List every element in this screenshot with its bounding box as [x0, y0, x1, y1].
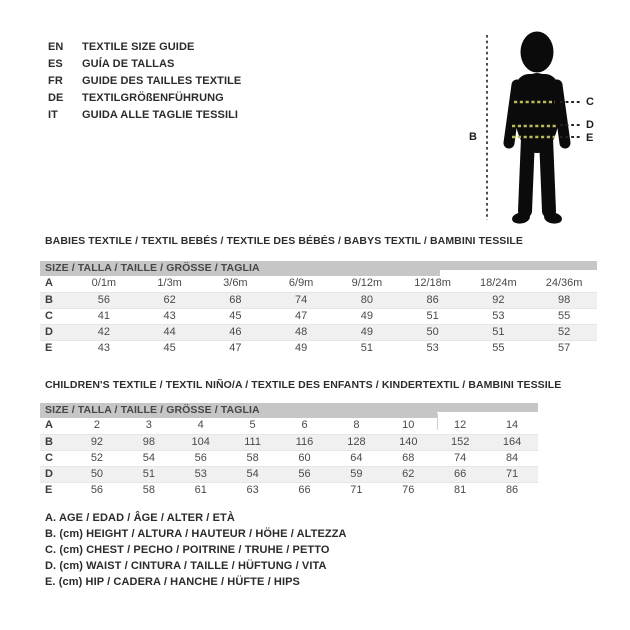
language-code: ES: [48, 58, 63, 70]
scan-artifact: [437, 412, 538, 418]
cell: 47: [295, 310, 308, 322]
cell: 51: [142, 468, 155, 480]
cell: 98: [142, 436, 155, 448]
row-label: E: [45, 484, 53, 496]
cell: 4: [197, 419, 204, 431]
cell: 71: [505, 468, 519, 480]
table-row: [40, 466, 538, 482]
language-title: TEXTILGRÖßENFÜHRUNG: [82, 92, 224, 104]
language-list: [48, 39, 241, 124]
cell: 76: [402, 484, 415, 496]
children-size-header: SIZE / TALLA / TAILLE / GRÖSSE / TAGLIA: [40, 403, 538, 418]
cell: 47: [229, 342, 242, 354]
cell: 45: [229, 310, 242, 322]
table-row: [40, 324, 597, 340]
cell: 51: [426, 310, 439, 322]
cell: 128: [347, 436, 366, 448]
scan-artifact: [440, 270, 597, 276]
cell: 52: [558, 326, 571, 338]
cell: 45: [163, 342, 176, 354]
babies-section-title: BABIES TEXTILE / TEXTIL BEBÉS / TEXTILE DES BÉBÉS / BABYS TEXTIL / BAMBINI TESSILE: [45, 235, 524, 247]
legend-waist: D. (cm) WAIST / CINTURA / TAILLE / HÜFTUNG / VITA: [45, 560, 327, 572]
cell: 54: [246, 468, 259, 480]
row-label: E: [45, 342, 53, 354]
cell: 59: [350, 468, 363, 480]
row-label: C: [45, 310, 53, 322]
cell: 58: [246, 452, 259, 464]
cell: 56: [90, 484, 104, 496]
legend-age: A. AGE / EDAD / ÂGE / ALTER / ETÀ: [45, 512, 235, 524]
cell: 66: [454, 468, 467, 480]
cell: 62: [402, 468, 415, 480]
cell: 51: [360, 342, 373, 354]
cell: 74: [295, 294, 308, 306]
cell: 56: [194, 452, 207, 464]
children-section-title: CHILDREN'S TEXTILE / TEXTIL NIÑO/A / TEXTILE DES ENFANTS / KINDERTEXTIL / BAMBINI TESSILE: [45, 379, 562, 391]
legend-chest: C. (cm) CHEST / PECHO / POITRINE / TRUHE / PETTO: [45, 544, 330, 556]
cell: 49: [360, 310, 373, 322]
chest-label: C: [586, 96, 594, 108]
row-label: C: [45, 452, 53, 464]
cell: 55: [558, 310, 571, 322]
row-label: A: [45, 277, 53, 289]
table-row: [40, 418, 538, 434]
table-row: [40, 482, 538, 498]
cell: 63: [246, 484, 259, 496]
cell: 53: [194, 468, 207, 480]
cell: 49: [295, 342, 308, 354]
cell: 10: [402, 419, 415, 431]
cell: 84: [505, 452, 519, 464]
language-row: [48, 107, 241, 124]
cell: 3: [145, 419, 152, 431]
cell: 12: [454, 419, 467, 431]
cell: 98: [558, 294, 571, 306]
table-row: [40, 434, 538, 450]
language-row: [48, 90, 241, 107]
language-title: GUIDE DES TAILLES TEXTILE: [82, 75, 242, 87]
cell: 61: [194, 484, 207, 496]
table-row: [40, 450, 538, 466]
row-label: D: [45, 468, 53, 480]
scan-artifact-line: [437, 413, 438, 430]
cell: 111: [244, 436, 261, 448]
waist-label: D: [586, 119, 594, 131]
cell: 68: [229, 294, 242, 306]
language-code: IT: [48, 109, 58, 121]
cell: 53: [426, 342, 439, 354]
cell: 71: [350, 484, 363, 496]
cell: 42: [97, 326, 110, 338]
language-row: [48, 39, 241, 56]
cell: 41: [97, 310, 110, 322]
cell: 44: [163, 326, 176, 338]
language-title: TEXTILE SIZE GUIDE: [82, 41, 195, 53]
cell: 92: [90, 436, 104, 448]
cell: 14: [505, 419, 519, 431]
cell: 48: [295, 326, 308, 338]
language-row: [48, 73, 241, 90]
cell: 2: [93, 419, 100, 431]
cell: 81: [454, 484, 467, 496]
babies-size-header: SIZE / TALLA / TAILLE / GRÖSSE / TAGLIA: [40, 261, 597, 276]
cell: 6: [301, 419, 308, 431]
cell: 52: [90, 452, 104, 464]
cell: 92: [492, 294, 505, 306]
table-row: [40, 340, 597, 356]
cell: 57: [558, 342, 571, 354]
language-row: [48, 56, 241, 73]
legend-hip: E. (cm) HIP / CADERA / HANCHE / HÜFTE / HIPS: [45, 576, 300, 588]
cell: 64: [350, 452, 363, 464]
language-code: DE: [48, 92, 64, 104]
legend-height: B. (cm) HEIGHT / ALTURA / HAUTEUR / HÖHE / ALTEZZA: [45, 528, 347, 540]
cell: 86: [426, 294, 439, 306]
row-label: A: [45, 419, 53, 431]
cell: 3/6m: [223, 277, 248, 289]
cell: 43: [97, 342, 110, 354]
cell: 18/24m: [480, 277, 517, 289]
measurement-legend: [45, 510, 347, 590]
cell: 140: [399, 436, 418, 448]
cell: 56: [97, 294, 110, 306]
cell: 58: [142, 484, 155, 496]
language-code: FR: [48, 75, 63, 87]
cell: 80: [360, 294, 373, 306]
table-row: [40, 276, 597, 292]
cell: 8: [353, 419, 360, 431]
language-code: EN: [48, 41, 64, 53]
cell: 164: [502, 436, 522, 448]
cell: 86: [505, 484, 519, 496]
cell: 55: [492, 342, 505, 354]
language-title: GUÍA DE TALLAS: [82, 58, 175, 70]
language-title: GUIDA ALLE TAGLIE TESSILI: [82, 109, 239, 121]
cell: 24/36m: [545, 277, 583, 289]
cell: 66: [298, 484, 311, 496]
table-row: [40, 292, 597, 308]
height-label: B: [469, 131, 477, 143]
cell: 1/3m: [157, 277, 182, 289]
cell: 49: [360, 326, 373, 338]
table-row: [40, 308, 597, 324]
hip-label: E: [586, 132, 594, 144]
cell: 54: [142, 452, 155, 464]
cell: 68: [402, 452, 415, 464]
row-label: B: [45, 436, 53, 448]
cell: 62: [163, 294, 176, 306]
cell: 51: [492, 326, 505, 338]
cell: 50: [90, 468, 104, 480]
cell: 43: [163, 310, 176, 322]
cell: 74: [454, 452, 467, 464]
cell: 152: [451, 436, 470, 448]
cell: 104: [191, 436, 210, 448]
cell: 6/9m: [288, 277, 314, 289]
cell: 9/12m: [351, 277, 383, 289]
cell: 50: [426, 326, 439, 338]
row-label: D: [45, 326, 53, 338]
cell: 53: [492, 310, 505, 322]
cell: 12/18m: [414, 277, 451, 289]
cell: 116: [295, 436, 314, 448]
cell: 0/1m: [91, 277, 117, 289]
row-label: B: [45, 294, 53, 306]
cell: 5: [249, 419, 256, 431]
cell: 60: [298, 452, 311, 464]
cell: 46: [229, 326, 242, 338]
cell: 56: [298, 468, 311, 480]
